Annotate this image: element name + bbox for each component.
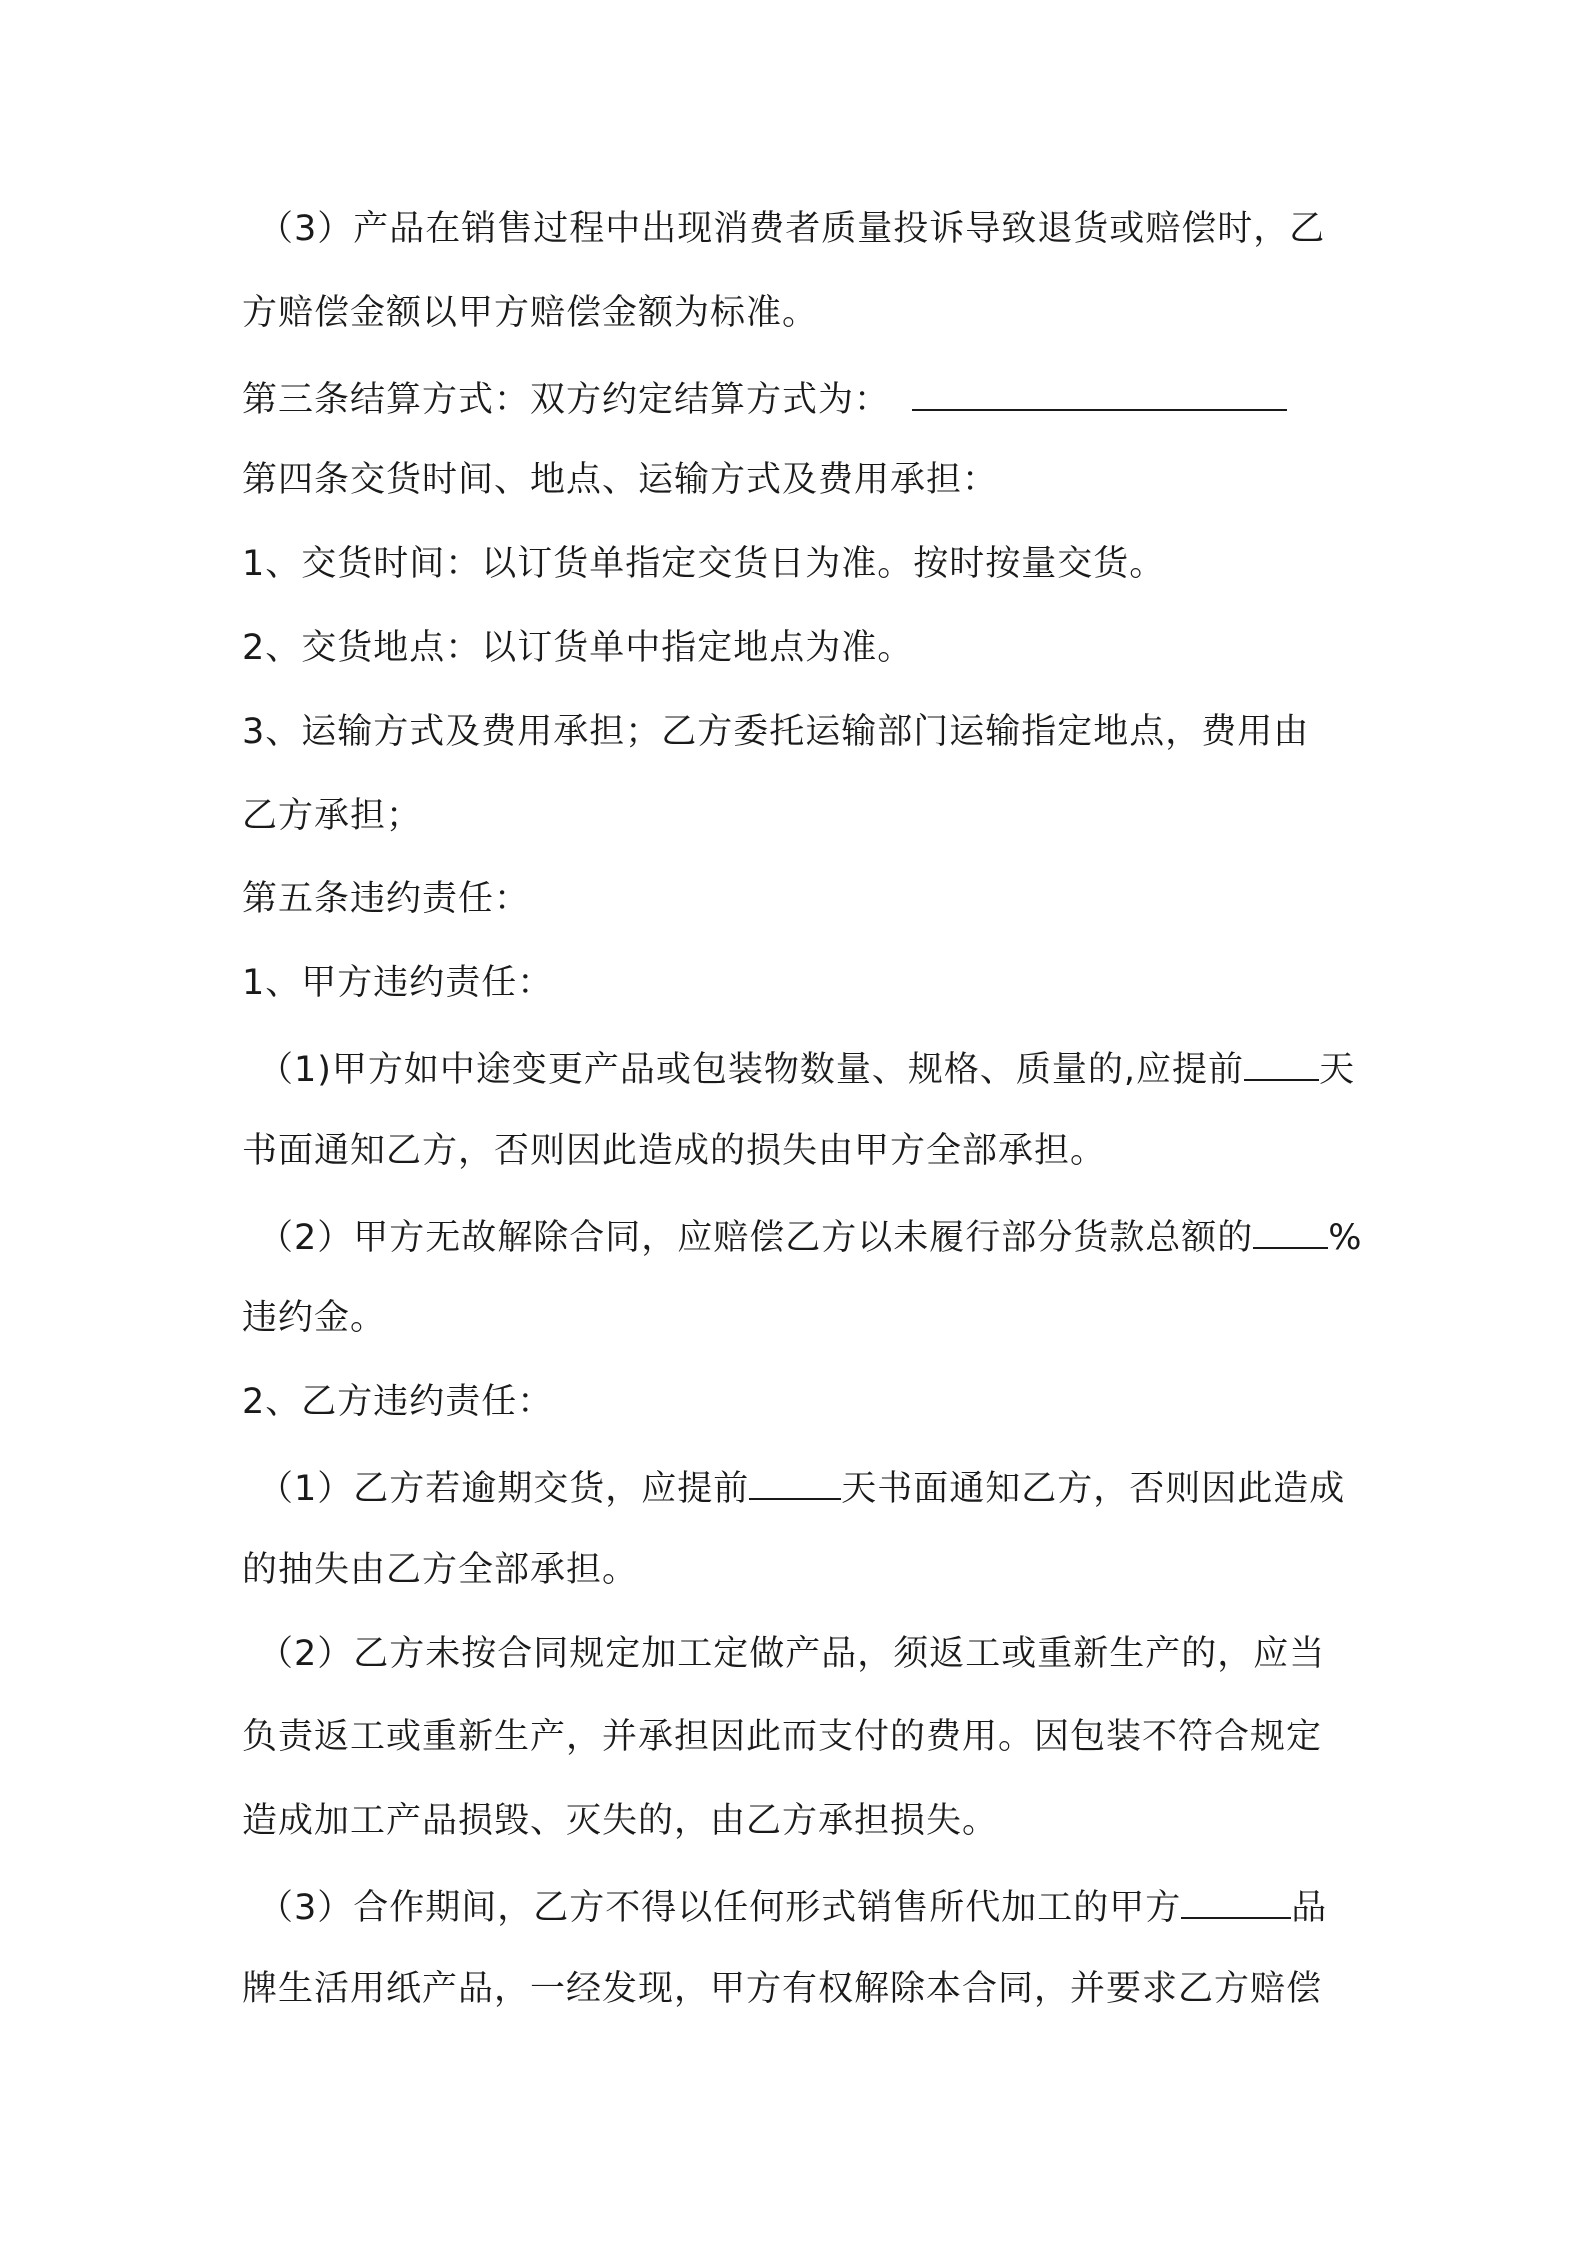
delay-notice-days-blank[interactable]: [749, 1462, 841, 1500]
text-segment: %: [1328, 1218, 1363, 1258]
text-segment: （1)甲方如中途变更产品或包装物数量、规格、质量的,应提前: [258, 1050, 1245, 1090]
text-line: [258, 1462, 1345, 1513]
text-line: 的抽失由乙方全部承担。: [242, 1550, 639, 1590]
settlement-method-blank[interactable]: [912, 373, 1287, 411]
text-segment: （2）甲方无故解除合同，应赔偿乙方以未履行部分货款总额的: [258, 1218, 1254, 1258]
text-line: [242, 373, 1287, 424]
text-segment: 品: [1291, 1888, 1328, 1928]
text-line: 2、乙方违约责任：: [242, 1382, 554, 1422]
text-line: 3、运输方式及费用承担；乙方委托运输部门运输指定地点，费用由: [242, 712, 1310, 752]
text-line: 违约金。: [242, 1298, 387, 1338]
text-segment: 天书面通知乙方，否则因此造成: [841, 1469, 1346, 1509]
text-line: [258, 1881, 1327, 1932]
text-line: （3）产品在销售过程中出现消费者质量投诉导致退货或赔偿时，乙: [258, 209, 1326, 249]
brand-name-blank[interactable]: [1181, 1881, 1291, 1919]
text-segment: 天: [1319, 1050, 1356, 1090]
text-line: 乙方承担；: [242, 796, 423, 836]
text-line: 1、交货时间：以订货单指定交货日为准。按时按量交货。: [242, 544, 1166, 584]
penalty-percent-blank[interactable]: [1253, 1211, 1328, 1249]
text-line: （2）乙方未按合同规定加工定做产品，须返工或重新生产的，应当: [258, 1634, 1326, 1674]
article-3-label: 第三条结算方式：双方约定结算方式为：: [242, 380, 891, 420]
text-segment: （3）合作期间，乙方不得以任何形式销售所代加工的甲方: [258, 1888, 1182, 1928]
text-line: [258, 1043, 1355, 1094]
text-segment: （1）乙方若逾期交货，应提前: [258, 1469, 750, 1509]
advance-days-blank[interactable]: [1244, 1043, 1319, 1081]
text-line: 方赔偿金额以甲方赔偿金额为标准。: [242, 293, 819, 333]
text-line: 书面通知乙方，否则因此造成的损失由甲方全部承担。: [242, 1131, 1107, 1171]
text-line: 2、交货地点：以订货单中指定地点为准。: [242, 628, 914, 668]
text-line: 牌生活用纸产品，一经发现，甲方有权解除本合同，并要求乙方赔偿: [242, 1969, 1323, 2009]
text-line: 第四条交货时间、地点、运输方式及费用承担：: [242, 460, 999, 500]
text-line: 1、甲方违约责任：: [242, 963, 554, 1003]
text-line: 负责返工或重新生产，并承担因此而支付的费用。因包装不符合规定: [242, 1717, 1323, 1757]
text-line: 第五条违约责任：: [242, 879, 531, 919]
text-line: [258, 1211, 1363, 1262]
text-line: 造成加工产品损毁、灭失的，由乙方承担损失。: [242, 1801, 999, 1841]
